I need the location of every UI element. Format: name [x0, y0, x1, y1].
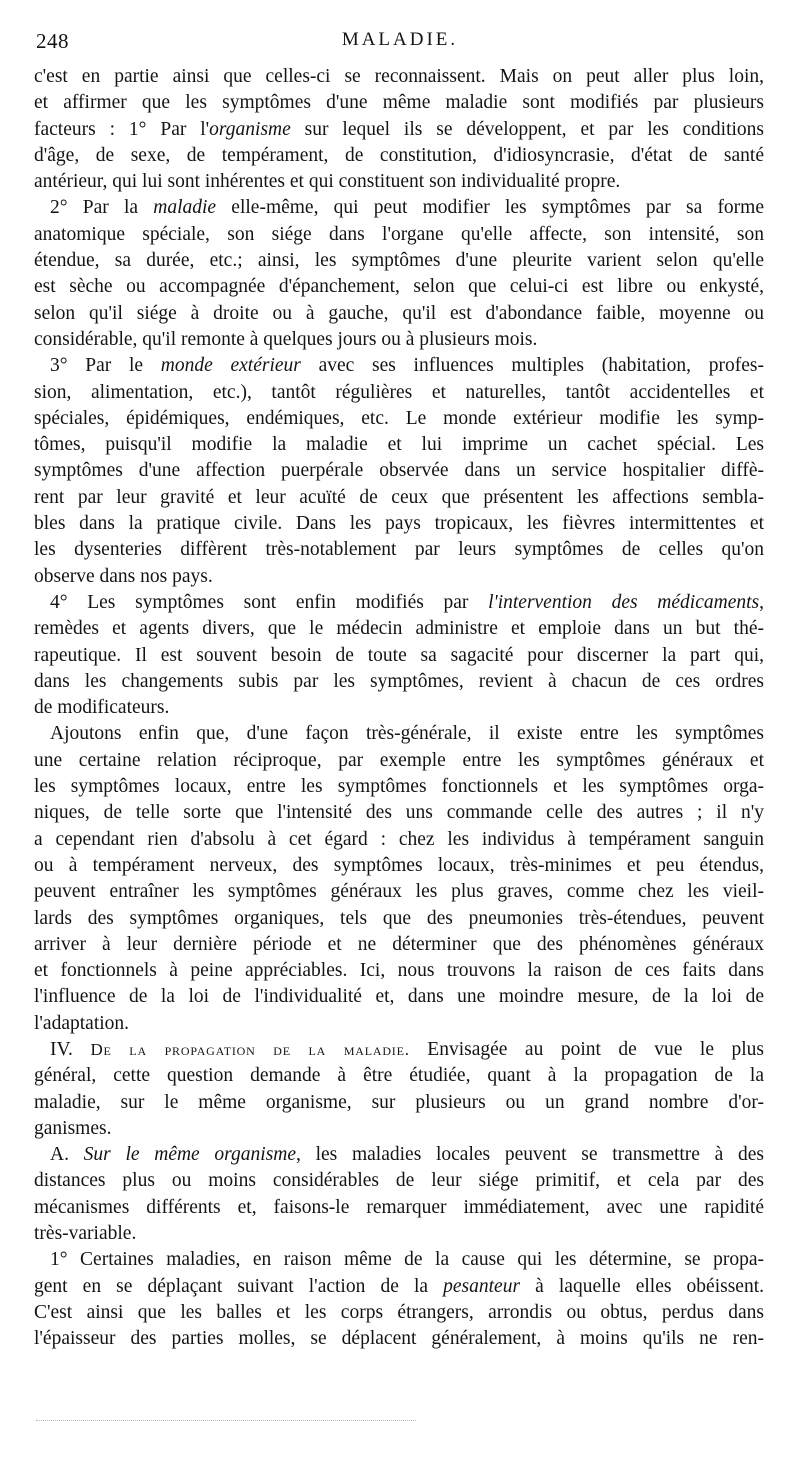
text-line: tômes, puisqu'il modifie la maladie et lui imprime un cachet spécial. Les	[34, 434, 764, 456]
italic-term: Sur le même organisme	[83, 1144, 297, 1166]
text-line: l'adaptation.	[34, 1012, 130, 1034]
text-line: lards des symptômes organiques, tels que des pneumonies très-étendues, peuvent	[34, 907, 764, 929]
text-line: considérable, qu'il remonte à quelques jours ou à plusieurs mois.	[34, 328, 538, 350]
text-line: les dysenteries diffèrent très-notablement par leurs symptômes de celles qu'on	[34, 539, 764, 561]
running-title: MALADIE.	[341, 29, 459, 50]
text-line: maladie, sur le même organisme, sur plusieurs ou un grand nombre d'or-	[34, 1091, 764, 1113]
text-line: sion, alimentation, etc.), tantôt régulières et naturelles, tantôt accidentelles et	[34, 381, 764, 403]
text-line: symptômes d'une affection puerpérale observée dans un service hospitalier diffè-	[34, 460, 764, 482]
text-line: étendue, sa durée, etc.; ainsi, les symptômes d'une pleurite varient selon qu'elle	[34, 250, 764, 272]
text-line: anatomique spéciale, son siége dans l'organe qu'elle affecte, son intensité, son	[34, 223, 764, 245]
italic-term: monde extérieur	[160, 355, 301, 377]
text-line: l'influence de la loi de l'individualité et, dans une moindre mesure, de la loi de	[34, 986, 764, 1008]
text-line: ou à tempérament nerveux, des symptômes locaux, très-minimes et peu étendus,	[34, 854, 764, 876]
text-line: 2° Par la maladie elle-même, qui peut modifier les symptômes par sa forme	[50, 197, 764, 219]
body-text	[34, 64, 764, 1353]
text-line: d'âge, de sexe, de tempérament, de constitution, d'idiosyncrasie, d'état de santé	[34, 144, 764, 166]
page-header	[0, 29, 800, 57]
text-line: et affirmer que les symptômes d'une même maladie sont modifiés par plusieurs	[34, 92, 764, 114]
section-heading-line: IV. De la propagation de la maladie. Envisagée au point de vue le plus	[50, 1038, 765, 1060]
text-line: l'épaisseur des parties molles, se déplacent généralement, à moins qu'ils ne ren-	[34, 1328, 764, 1350]
text-line: niques, de telle sorte que l'intensité des uns commande celle des autres ; il n'y	[34, 802, 764, 824]
italic-term: l'intervention des médicaments	[488, 591, 760, 613]
italic-term: pesanteur	[443, 1275, 521, 1297]
text-line: gent en se déplaçant suivant l'action de la pesanteur à laquelle elles obéissent.	[34, 1275, 764, 1297]
text-line: a cependant rien d'absolu à cet égard : chez les individus à tempérament sanguin	[34, 828, 764, 850]
text-line: mécanismes différents et, faisons-le remarquer immédiatement, avec une rapidité	[34, 1196, 764, 1218]
text-line: C'est ainsi que les balles et les corps étrangers, arrondis ou obtus, perdus dans	[34, 1301, 764, 1323]
text-line: antérieur, qui lui sont inhérentes et qui constituent son individualité propre.	[34, 171, 621, 193]
text-line: 4° Les symptômes sont enfin modifiés par l'intervention des médicaments,	[50, 591, 764, 613]
text-line: arriver à leur dernière période et ne déterminer que des phénomènes généraux	[34, 933, 764, 955]
text-line: de modificateurs.	[34, 697, 170, 719]
text-line: c'est en partie ainsi que celles-ci se reconnaissent. Mais on peut aller plus loin,	[34, 66, 764, 87]
text-line: général, cette question demande à être étudiée, quant à la propagation de la	[34, 1065, 764, 1087]
text-line: 1° Certaines maladies, en raison même de la cause qui les détermine, se propa-	[50, 1249, 764, 1271]
text-line: et fonctionnels à peine appréciables. Ici, nous trouvons la raison de ces faits dans	[34, 960, 764, 982]
text-line: observe dans nos pays.	[34, 565, 213, 587]
text-line: peuvent entraîner les symptômes généraux les plus graves, comme chez les vieil-	[34, 881, 764, 903]
text-line: Ajoutons enfin que, d'une façon très-générale, il existe entre les symptômes	[50, 723, 764, 745]
text-line: une certaine relation réciproque, par exemple entre les symptômes généraux et	[34, 749, 764, 771]
text-line: dans les changements subis par les symptômes, revient à chacun de ces ordres	[34, 670, 764, 692]
text-line: remèdes et agents divers, que le médecin administre et emploie dans un but thé-	[34, 618, 764, 640]
text-line: est sèche ou accompagnée d'épanchement, selon que celui-ci est libre ou enkysté,	[34, 276, 764, 298]
italic-term: organisme	[209, 118, 291, 140]
page-number: 248	[36, 29, 69, 53]
scan-artifact	[36, 1420, 416, 1422]
text-line: les symptômes locaux, entre les symptômes fonctionnels et les symptômes orga-	[34, 776, 764, 798]
text-line: rent par leur gravité et leur acuïté de ceux que présentent les affections sembla-	[34, 486, 764, 508]
text-line: bles dans la pratique civile. Dans les pays tropicaux, les fièvres intermittentes et	[34, 513, 764, 535]
section-heading: De la propagation de la maladie.	[90, 1039, 410, 1059]
text-line: facteurs : 1° Par l'organisme sur lequel ils se développent, et par les conditions	[34, 118, 764, 140]
text-line: rapeutique. Il est souvent besoin de toute sa sagacité pour discerner la part qui,	[34, 644, 764, 666]
text-line: selon qu'il siége à droite ou à gauche, qu'il est d'abondance faible, moyenne ou	[34, 302, 764, 324]
text-line: 3° Par le monde extérieur avec ses influences multiples (habitation, profes-	[50, 355, 764, 377]
text-line: A. Sur le même organisme, les maladies locales peuvent se transmettre à des	[50, 1144, 764, 1166]
text-line: spéciales, épidémiques, endémiques, etc. Le monde extérieur modifie les symp-	[34, 407, 764, 429]
text-line: très-variable.	[34, 1223, 137, 1245]
text-line: ganismes.	[34, 1117, 112, 1139]
italic-term: maladie	[153, 197, 217, 219]
text-line: distances plus ou moins considérables de leur siége primitif, et cela par des	[34, 1170, 764, 1192]
